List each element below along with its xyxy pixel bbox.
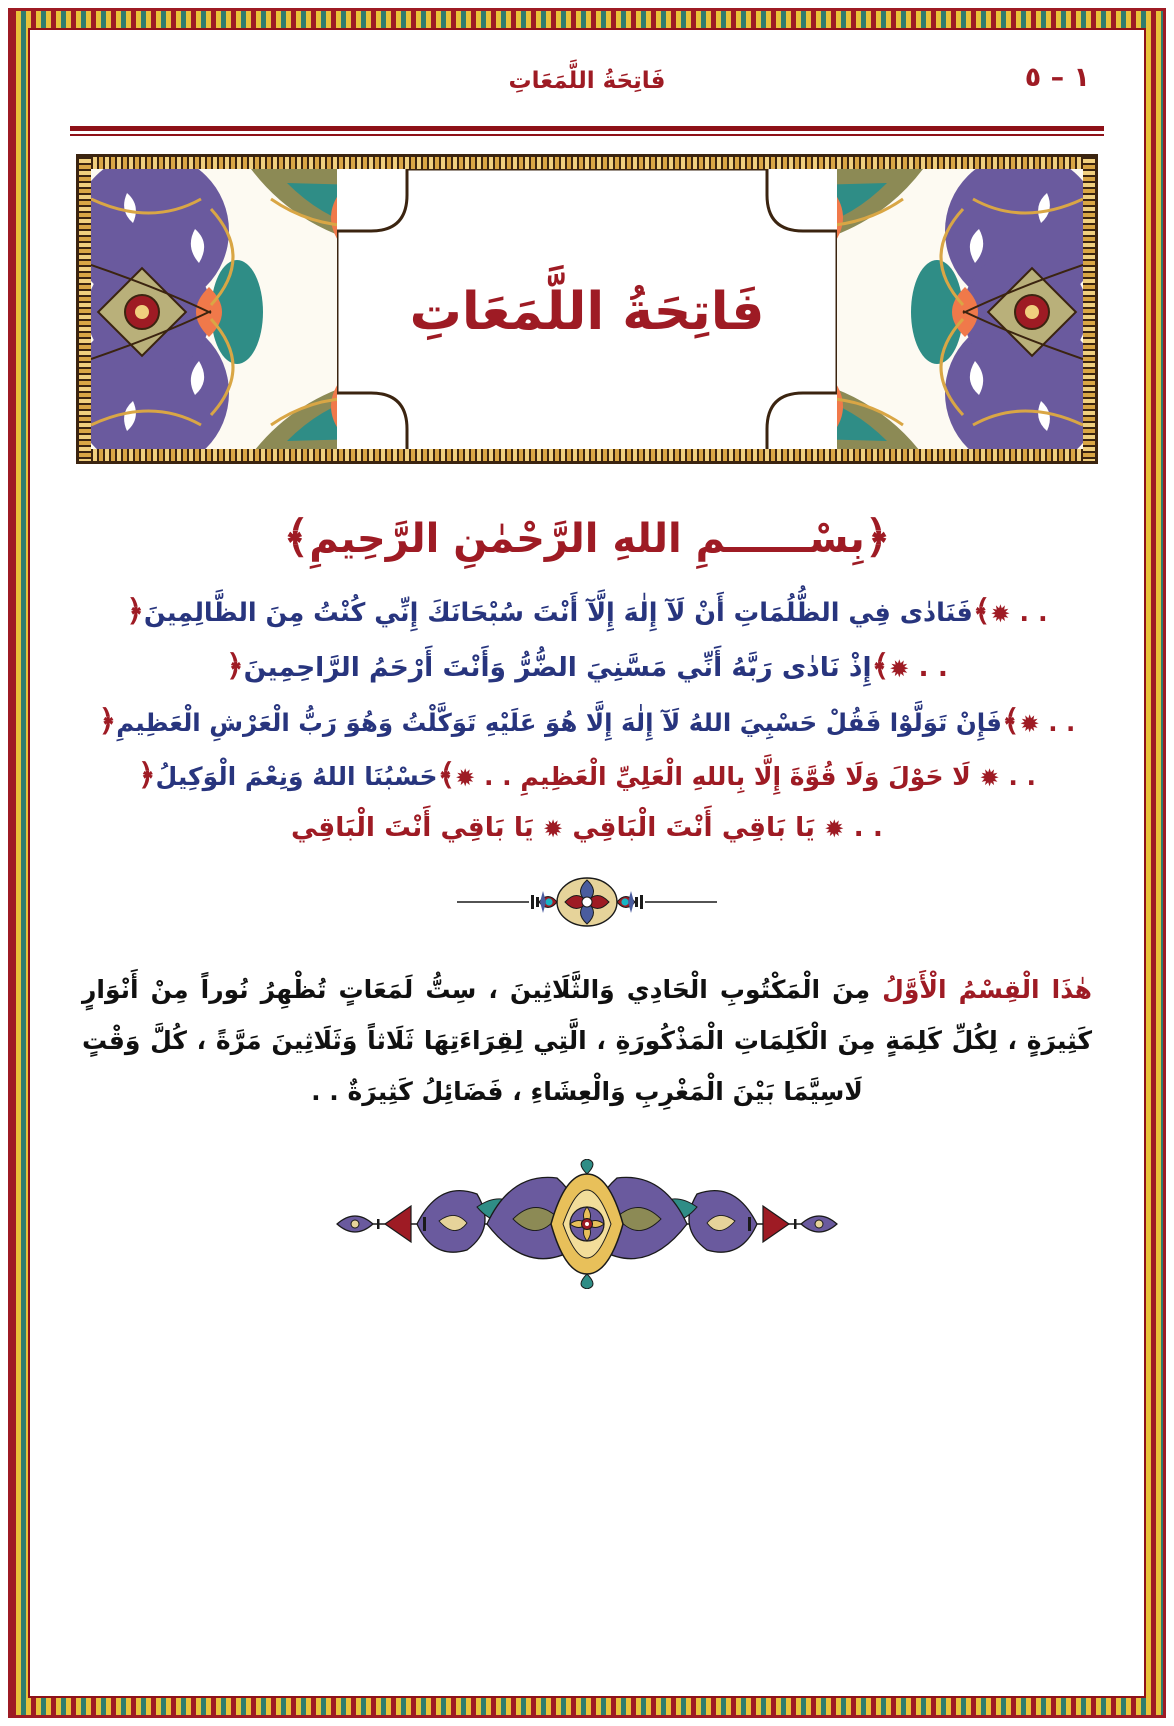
header-rules [70, 126, 1104, 136]
verse-1-text: فَنَادٰى فِي الظُّلُمَاتِ أَنْ لَآ إِلٰهَ إِلَّآ أَنْتَ سُبْحَانَكَ إِنِّي كُنْتُ مِنَ الظَّالِمِينَ [143, 598, 973, 629]
verse-4-blue-text: حَسْبُنَا اللهُ وَنِعْمَ الْوَكِيلُ [155, 762, 438, 792]
verse-3-open-brace: ﴿ [98, 703, 117, 739]
prose-body-text: مِنَ الْمَكْتُوبِ الْحَادِي وَالثَّلَاثِينَ ، سِتُّ لَمَعَاتٍ تُظْهِرُ نُوراً مِنْ أَنْوَارٍ كَثِيرَةٍ ، لِكُلِّ كَلِمَةٍ مِنَ الْكَلِمَاتِ الْمَذْكُورَةِ ، الَّتِي لِقِرَاءَتِهَا ثَلَاثاً وَثَلَاثِينَ مَرَّةً ، كُلَّ وَقْتٍ لَاسِيَّمَا بَيْنَ الْمَغْرِبِ وَالْعِشَاءِ ، فَضَائِلُ كَثِيرَةٌ . . [82, 974, 1092, 1107]
verse-1-dots: . . [1019, 598, 1048, 629]
verse-line-4 [70, 752, 1104, 801]
verse-4-rosette-a-icon: ✹ [455, 764, 476, 793]
verse-5-rosette-b-icon: ✹ [824, 814, 845, 843]
verse-5-dots: . . [853, 811, 883, 843]
verse-line-1 [70, 588, 1104, 637]
illuminated-title-panel [76, 154, 1098, 464]
verse-2-rosette-icon: ✹ [889, 654, 910, 683]
page-number: ١ – ٥ [1024, 62, 1090, 93]
gold-band-right [1083, 157, 1095, 461]
verse-3-rosette-icon: ✹ [1019, 709, 1040, 738]
verse-4-dots-a: . . [483, 762, 512, 792]
ornamental-divider [457, 876, 717, 928]
verse-5-text-b: يَا بَاقِي أَنْتَ الْبَاقِي [572, 811, 816, 843]
header-rule-thick [70, 126, 1104, 131]
page-content [70, 58, 1104, 1672]
prose-paragraph [82, 964, 1092, 1118]
divider-svg [457, 876, 717, 928]
running-title: فَاتِحَةُ اللَّمَعَاتِ [508, 68, 666, 94]
verse-line-2 [70, 643, 1104, 692]
verse-3-text: فَإِنْ تَوَلَّوْا فَقُلْ حَسْبِيَ اللهُ لَآ إِلٰهَ إِلَّا هُوَ عَلَيْهِ تَوَكَّلْتُ وَهُوَ رَبُّ الْعَرْشِ الْعَظِيمِ [116, 707, 1002, 737]
verse-4-rosette-b-icon: ✹ [979, 764, 1000, 793]
verse-5-rosette-a-icon: ✹ [542, 814, 564, 843]
basmala-open-brace: ﴿ [864, 512, 891, 563]
verse-4-dots-b: . . [1008, 762, 1037, 792]
verse-block [70, 588, 1104, 849]
verse-2-open-brace: ﴿ [226, 648, 244, 684]
verse-line-5 [70, 807, 1104, 850]
title-cartouche [337, 169, 837, 455]
verse-2-text: إِذْ نَادٰى رَبَّهُ أَنِّي مَسَّنِيَ الضُّرُّ وَأَنْتَ أَرْحَمُ الرَّاحِمِينَ [243, 651, 872, 683]
basmala-text: بِسْــــــمِ اللهِ الرَّحْمٰنِ الرَّحِيمِ [309, 516, 865, 562]
gold-band-left [79, 157, 91, 461]
prose-lead-phrase: هٰذَا الْقِسْمُ الْأَوَّلُ [882, 974, 1092, 1004]
verse-line-3 [70, 698, 1104, 747]
basmala-close-brace: ﴾ [283, 512, 310, 563]
verse-4-open-brace: ﴿ [137, 758, 156, 794]
bottom-ornament-svg [327, 1159, 847, 1289]
verse-3-close-brace: ﴾ [1001, 703, 1020, 739]
illuminated-title: فَاتِحَةُ اللَّمَعَاتِ [409, 282, 765, 342]
bottom-ornament [327, 1159, 847, 1289]
verse-3-dots: . . [1048, 707, 1076, 737]
verse-5-text-a: يَا بَاقِي أَنْتَ الْبَاقِي [291, 811, 534, 843]
gold-band-bottom [79, 449, 1095, 461]
page-inner-border [28, 28, 1146, 1698]
page-header [70, 58, 1104, 120]
verse-1-close-brace: ﴾ [972, 594, 991, 630]
verse-4-close-brace: ﴾ [437, 758, 456, 794]
basmala-line [70, 514, 1104, 562]
header-rule-thin [70, 134, 1104, 136]
verse-4-red-text: لَا حَوْلَ وَلَا قُوَّةَ إِلَّا بِاللهِ الْعَلِيِّ الْعَظِيمِ [520, 762, 971, 792]
page-decorative-border [8, 8, 1166, 1718]
gold-band-top [79, 157, 1095, 169]
verse-2-dots: . . [918, 651, 948, 683]
verse-1-open-brace: ﴿ [126, 594, 144, 630]
verse-1-rosette-icon: ✹ [990, 600, 1011, 629]
verse-2-close-brace: ﴾ [871, 648, 890, 684]
